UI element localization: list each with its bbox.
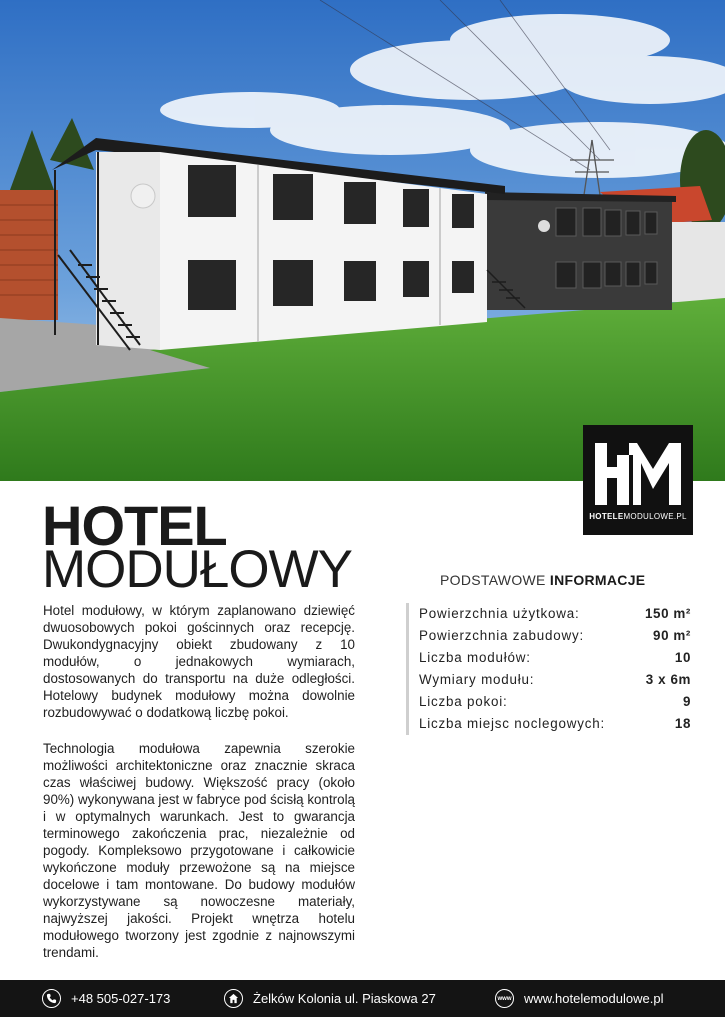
footer-address-text: Żelków Kolonia ul. Piaskowa 27 <box>253 991 436 1006</box>
hero-illustration <box>0 0 725 481</box>
footer-phone-text: +48 505-027-173 <box>71 991 171 1006</box>
info-row <box>419 603 691 625</box>
info-heading <box>440 572 645 588</box>
footer-website-text[interactable]: www.hotelemodulowe.pl <box>524 991 664 1006</box>
info-value: 9 <box>682 694 691 709</box>
info-row <box>419 691 691 713</box>
info-value: 90 m² <box>653 628 691 643</box>
info-row <box>419 647 691 669</box>
hm-logo-icon <box>595 441 681 507</box>
info-list <box>406 603 691 735</box>
logo-wordmark: HOTELEMODULOWE.PL <box>589 512 687 521</box>
info-label: Powierzchnia zabudowy: <box>419 628 584 643</box>
page-title-line1: HOTEL <box>42 494 227 557</box>
info-row <box>419 625 691 647</box>
info-label: Liczba modułów: <box>419 650 531 665</box>
description-paragraph-1: Hotel modułowy, w którym zaplanowano dziewięć dwuosobowych pokoi gościnnych oraz recepcję. Dwukondygnacyjny obiekt zbudowany z 10 modułów, o jednakowych wymiarach, dostosowanych do transportu na duże odległości. Hotelowy budynek modułowy można dowolnie rozbudowywać o dodatkową liczbę pokoi. <box>43 603 355 720</box>
page-title-line2: MODUŁOWY <box>42 540 352 599</box>
info-value: 3 x 6m <box>645 672 691 687</box>
footer-address <box>224 980 436 1017</box>
footer-bar <box>0 980 725 1017</box>
info-row <box>419 713 691 735</box>
description-paragraph-2: Technologia modułowa zapewnia szerokie możliwości architektoniczne oraz znacznie skraca czas właściwej budowy. Większość pracy (około 90%) wykonywana jest w fabryce pod ścisłą kontrolą i w optymalnych warunkach. Jest to gwarancja terminowego zakończenia prac, niezależnie od pogody. Kompleksowo przygotowane i całkowicie wykończone moduły przewożone są na miejsce docelowe i tam montowane. Do budowy modułów wykorzystywane są nowoczesne materiały, najwyższej jakości. Projekt wnętrza hotelu modułowego tworzony jest zgodnie z najnowszymi trendami. <box>43 741 355 960</box>
info-label: Liczba pokoi: <box>419 694 508 709</box>
info-label: Wymiary modułu: <box>419 672 535 687</box>
info-label: Liczba miejsc noclegowych: <box>419 716 606 731</box>
info-label: Powierzchnia użytkowa: <box>419 606 580 621</box>
phone-icon <box>42 989 61 1008</box>
info-heading-bold: INFORMACJE <box>549 572 646 588</box>
home-icon <box>224 989 243 1008</box>
footer-website[interactable] <box>495 980 663 1017</box>
info-value: 150 m² <box>644 606 691 621</box>
hero-photo <box>0 0 725 481</box>
info-value: 18 <box>674 716 691 731</box>
info-heading-light: PODSTAWOWE <box>440 572 546 588</box>
www-icon: www <box>495 989 514 1008</box>
info-row <box>419 669 691 691</box>
footer-phone[interactable] <box>42 980 170 1017</box>
info-value: 10 <box>674 650 691 665</box>
brand-logo <box>583 425 693 535</box>
